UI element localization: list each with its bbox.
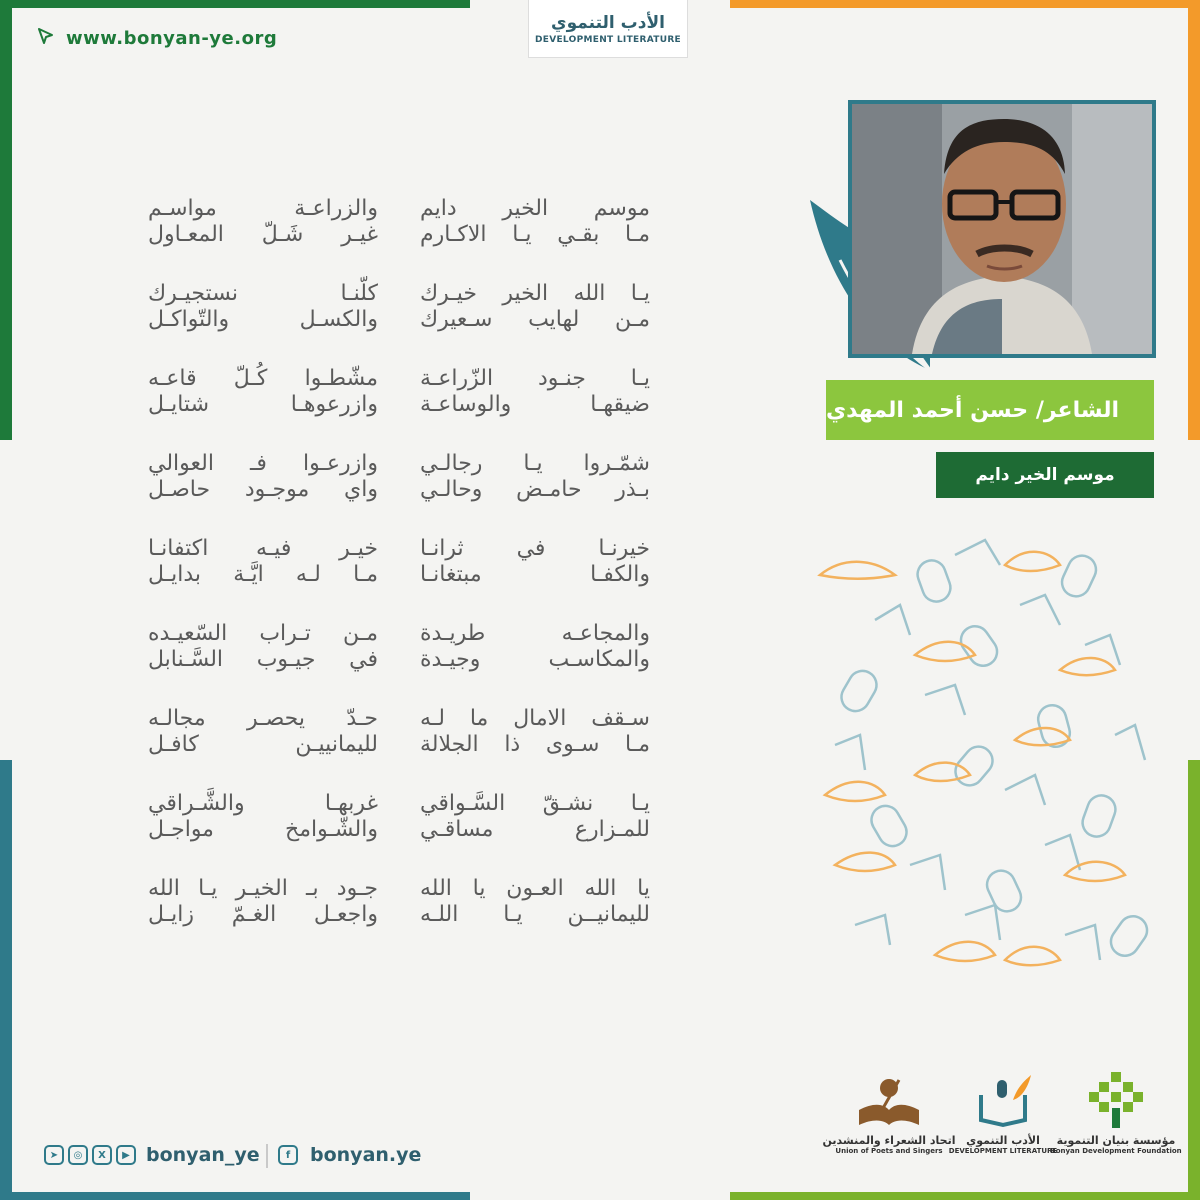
poem-line: غربهـا والشَّـراقي [148, 791, 378, 816]
social-divider [266, 1144, 268, 1168]
poem-line: والكفـا مبتغانـا [420, 562, 650, 587]
poem-line: موسم الخير دايم [420, 196, 650, 221]
stanza [148, 876, 378, 928]
stanza [420, 791, 650, 843]
poem-line: والمجاعـه طريـدة [420, 621, 650, 646]
development-literature-english: DEVELOPMENT LITERATURE [948, 1147, 1058, 1155]
social-links [44, 1144, 260, 1166]
poem-line: في جيـوب السَّـنابل [148, 647, 378, 672]
poem-line: واجعـل الغـمّ زايـل [148, 902, 378, 927]
poem-line: لليمانييـن كافـل [148, 732, 378, 757]
poem-line: واي موجـود حاصـل [148, 477, 378, 502]
union-poets-logo [822, 1070, 956, 1155]
frame-bar-left-blue [0, 760, 12, 1200]
top-logo-english: DEVELOPMENT LITERATURE [535, 34, 681, 45]
poem-line: وازرعوهـا شتايـل [148, 392, 378, 417]
frame-bar-top-green [0, 0, 470, 8]
stanza [420, 366, 650, 418]
instagram-icon[interactable]: ◎ [68, 1145, 88, 1165]
poem-line: ضيقهـا والوساعـة [420, 392, 650, 417]
poem-line: للمـزارع مساقـي [420, 817, 650, 842]
poem-line: يـا الله الخير خيـرك [420, 281, 650, 306]
x-icon[interactable]: X [92, 1145, 112, 1165]
book-feather-icon [973, 1070, 1033, 1130]
poem-title-label: موسم الخير دايم [936, 452, 1154, 498]
facebook-link[interactable] [278, 1144, 421, 1166]
frame-bar-left-green [0, 0, 12, 440]
frame-bar-top-orange [730, 0, 1200, 8]
poem-line: مـن لهايب سـعيرك [420, 307, 650, 332]
youtube-icon[interactable]: ▶ [116, 1145, 136, 1165]
poem-line: مـا بقـي يـا الاكـارم [420, 222, 650, 247]
stanza [148, 621, 378, 673]
bonyan-foundation-english: Bonyan Development Foundation [1050, 1147, 1182, 1155]
poem-line: يـا جنـود الزّراعـة [420, 366, 650, 391]
website-link[interactable] [36, 26, 277, 50]
poem-line: مشّطـوا كُـلّ قاعـه [148, 366, 378, 391]
poem-line: مـن تـراب السّعيـده [148, 621, 378, 646]
development-literature-logo [948, 1070, 1058, 1155]
poem-line: وازرعـوا فـ العوالي [148, 451, 378, 476]
stanza [420, 621, 650, 673]
poem-line: مـا لـه ايَّـة بدايـل [148, 562, 378, 587]
stanza [420, 876, 650, 928]
cursor-icon [36, 26, 56, 50]
poem-column-left [148, 196, 378, 961]
stanza [420, 706, 650, 758]
union-poets-english: Union of Poets and Singers [835, 1147, 943, 1155]
stanza [420, 451, 650, 503]
stanza [148, 536, 378, 588]
bonyan-foundation-arabic: مؤسسة بنيان التنموية [1056, 1134, 1176, 1147]
social-handle[interactable]: bonyan_ye [146, 1144, 260, 1166]
poem-column-right [420, 196, 650, 961]
top-logo [528, 0, 688, 58]
facebook-handle: bonyan.ye [310, 1144, 422, 1166]
poem-line: خيرنـا في ثرانـا [420, 536, 650, 561]
poem-line: يا الله العـون يا الله [420, 876, 650, 901]
poem-line: والكسـل والتّواكـل [148, 307, 378, 332]
facebook-icon: f [278, 1145, 298, 1165]
book-pen-icon [854, 1070, 924, 1130]
top-logo-arabic: الأدب التنموي [551, 12, 665, 33]
poem-line: حـدّ يحصـر مجالـه [148, 706, 378, 731]
poem-line: سـقف الامال ما لـه [420, 706, 650, 731]
poet-photo [848, 100, 1156, 358]
stanza [148, 366, 378, 418]
poem-line: جـود بـ الخيـر يـا الله [148, 876, 378, 901]
stanza [420, 196, 650, 248]
poem-line: يـا نشـقّ السَّـواقي [420, 791, 650, 816]
development-literature-arabic: الأدب التنموي [966, 1134, 1040, 1147]
stanza [148, 706, 378, 758]
decorative-pattern [815, 535, 1155, 995]
frame-bar-bottom-blue [0, 1192, 470, 1200]
tree-cubes-icon [1086, 1070, 1146, 1130]
frame-bar-bottom-green [730, 1192, 1200, 1200]
bonyan-foundation-logo [1050, 1070, 1182, 1155]
stanza [148, 451, 378, 503]
frame-bar-right-orange [1188, 0, 1200, 440]
stanza [420, 536, 650, 588]
poem-line: كلّنـا نستجيـرك [148, 281, 378, 306]
poem-line: مـا سـوى ذا الجلالة [420, 732, 650, 757]
frame-bar-right-green [1188, 760, 1200, 1200]
telegram-icon[interactable]: ➤ [44, 1145, 64, 1165]
website-url: www.bonyan-ye.org [66, 27, 278, 49]
poem-line: والشّـوامخ مواجـل [148, 817, 378, 842]
partner-logos [822, 1070, 1182, 1170]
union-poets-arabic: اتحاد الشعراء والمنشدين [822, 1134, 956, 1147]
stanza [148, 196, 378, 248]
poem-line: غيـر شَـلّ المعـاول [148, 222, 378, 247]
poem-line: والزراعـة مواسـم [148, 196, 378, 221]
poem-line: خيـر فيـه اكتفانـا [148, 536, 378, 561]
stanza [420, 281, 650, 333]
stanza [148, 791, 378, 843]
poet-name-label: الشاعر/ حسن أحمد المهدي [826, 380, 1154, 440]
poem-line: شمّـروا يـا رجالـي [420, 451, 650, 476]
poem-line: والمكاسـب وجيـدة [420, 647, 650, 672]
stanza [148, 281, 378, 333]
poem-line: بـذر حامـض وحالـي [420, 477, 650, 502]
poem-line: لليمانيــن يـا اللـه [420, 902, 650, 927]
